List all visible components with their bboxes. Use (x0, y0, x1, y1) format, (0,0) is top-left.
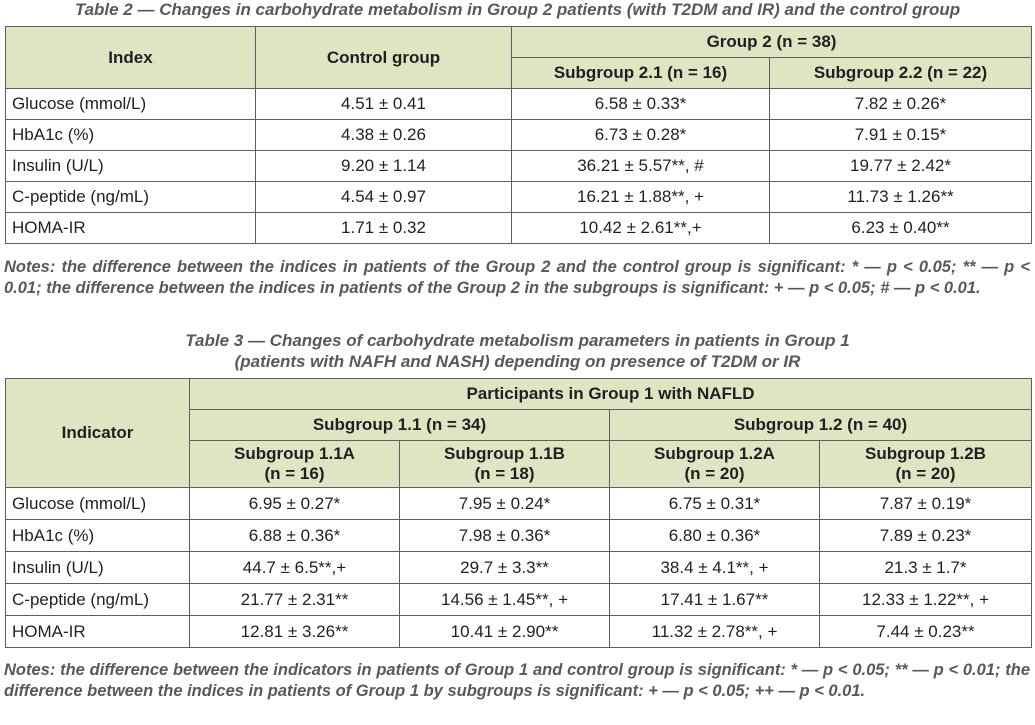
table3 (5, 378, 1032, 648)
cell-1-2b: 7.87 ± 0.19* (820, 488, 1032, 520)
cell-1-1a: 6.95 ± 0.27* (190, 488, 400, 520)
header-subgroup-1-1b (400, 441, 610, 488)
cell-1-2a: 17.41 ± 1.67** (610, 584, 820, 616)
table-row (6, 213, 1032, 244)
row-label: Insulin (U/L) (6, 151, 256, 182)
cell-1-1b: 10.41 ± 2.90** (400, 616, 610, 648)
table3-caption (0, 330, 1035, 372)
row-label: HOMA-IR (6, 616, 190, 648)
cell-sub22: 7.91 ± 0.15* (770, 120, 1032, 151)
row-label: HbA1c (%) (6, 520, 190, 552)
table-row (6, 182, 1032, 213)
cell-control: 9.20 ± 1.14 (256, 151, 512, 182)
cell-1-1b: 7.98 ± 0.36* (400, 520, 610, 552)
cell-sub22: 7.82 ± 0.26* (770, 89, 1032, 120)
cell-1-1a: 21.77 ± 2.31** (190, 584, 400, 616)
row-label: HbA1c (%) (6, 120, 256, 151)
cell-sub22: 19.77 ± 2.42* (770, 151, 1032, 182)
cell-1-2b: 7.44 ± 0.23** (820, 616, 1032, 648)
cell-1-2b: 21.3 ± 1.7* (820, 552, 1032, 584)
cell-1-1b: 14.56 ± 1.45**, + (400, 584, 610, 616)
table-row (6, 488, 1032, 520)
cell-1-2b: 7.89 ± 0.23* (820, 520, 1032, 552)
header-subgroup-1-2b (820, 441, 1032, 488)
header-subgroup-1-1: Subgroup 1.1 (n = 34) (190, 410, 610, 441)
cell-sub22: 6.23 ± 0.40** (770, 213, 1032, 244)
cell-1-1b: 29.7 ± 3.3** (400, 552, 610, 584)
cell-control: 1.71 ± 0.32 (256, 213, 512, 244)
row-label: Glucose (mmol/L) (6, 89, 256, 120)
cell-1-1a: 44.7 ± 6.5**,+ (190, 552, 400, 584)
header-subgroup-2-2: Subgroup 2.2 (n = 22) (770, 58, 1032, 89)
table3-notes: Notes: the difference between the indicators in patients of Group 1 and control group is significant: * — p < 0.05; ** — p < 0.01; the difference between the indices in patients of Group 1 by subgroups is significant: + — p < 0.05; ++ — p < 0.01. (4, 661, 1030, 700)
table3-caption-line1: Table 3 — Changes of carbohydrate metabolism parameters in patients in Group 1 (185, 331, 850, 350)
cell-control: 4.38 ± 0.26 (256, 120, 512, 151)
header-line: (n = 18) (474, 464, 535, 483)
table-row (6, 520, 1032, 552)
header-participants: Participants in Group 1 with NAFLD (190, 379, 1032, 410)
cell-sub21: 16.21 ± 1.88**, + (512, 182, 770, 213)
header-index: Index (6, 27, 256, 89)
header-line: Subgroup 1.2B (865, 444, 986, 463)
cell-sub22: 11.73 ± 1.26** (770, 182, 1032, 213)
table2 (5, 26, 1032, 244)
table-row (6, 89, 1032, 120)
header-line: Subgroup 1.1B (444, 444, 565, 463)
header-line: Subgroup 1.1A (234, 444, 355, 463)
header-subgroup-1-1a (190, 441, 400, 488)
header-line: (n = 16) (264, 464, 325, 483)
table3-caption-line2: (patients with NAFH and NASH) depending on presence of T2DM or IR (234, 352, 801, 371)
header-subgroup-1-2: Subgroup 1.2 (n = 40) (610, 410, 1032, 441)
header-indicator: Indicator (6, 379, 190, 488)
header-line: Subgroup 1.2A (654, 444, 775, 463)
cell-1-2a: 38.4 ± 4.1**, + (610, 552, 820, 584)
table-row (6, 552, 1032, 584)
header-subgroup-1-2a (610, 441, 820, 488)
cell-1-2a: 6.75 ± 0.31* (610, 488, 820, 520)
cell-1-2a: 11.32 ± 2.78**, + (610, 616, 820, 648)
cell-1-2b: 12.33 ± 1.22**, + (820, 584, 1032, 616)
cell-1-1a: 6.88 ± 0.36* (190, 520, 400, 552)
header-subgroup-2-1: Subgroup 2.1 (n = 16) (512, 58, 770, 89)
table-row (6, 584, 1032, 616)
cell-sub21: 10.42 ± 2.61**,+ (512, 213, 770, 244)
row-label: C-peptide (ng/mL) (6, 182, 256, 213)
row-label: Insulin (U/L) (6, 552, 190, 584)
header-control-group: Control group (256, 27, 512, 89)
table-row (6, 616, 1032, 648)
cell-1-1a: 12.81 ± 3.26** (190, 616, 400, 648)
table-row (6, 120, 1032, 151)
cell-control: 4.51 ± 0.41 (256, 89, 512, 120)
cell-1-2a: 6.80 ± 0.36* (610, 520, 820, 552)
cell-sub21: 6.73 ± 0.28* (512, 120, 770, 151)
cell-control: 4.54 ± 0.97 (256, 182, 512, 213)
cell-sub21: 36.21 ± 5.57**, # (512, 151, 770, 182)
row-label: C-peptide (ng/mL) (6, 584, 190, 616)
header-group2: Group 2 (n = 38) (512, 27, 1032, 58)
header-line: (n = 20) (684, 464, 745, 483)
table2-notes: Notes: the difference between the indices in patients of the Group 2 and the control group is significant: * — p < 0.05; ** — p < 0.01; the difference between the indices in patients of the Group 2 in the subgroups is significant: + — p < 0.05; # — p < 0.01. (4, 258, 1030, 297)
cell-1-1b: 7.95 ± 0.24* (400, 488, 610, 520)
cell-sub21: 6.58 ± 0.33* (512, 89, 770, 120)
row-label: Glucose (mmol/L) (6, 488, 190, 520)
header-line: (n = 20) (895, 464, 956, 483)
row-label: HOMA-IR (6, 213, 256, 244)
table2-caption: Table 2 — Changes in carbohydrate metabolism in Group 2 patients (with T2DM and IR) and the control group (74, 0, 961, 19)
table-row (6, 151, 1032, 182)
